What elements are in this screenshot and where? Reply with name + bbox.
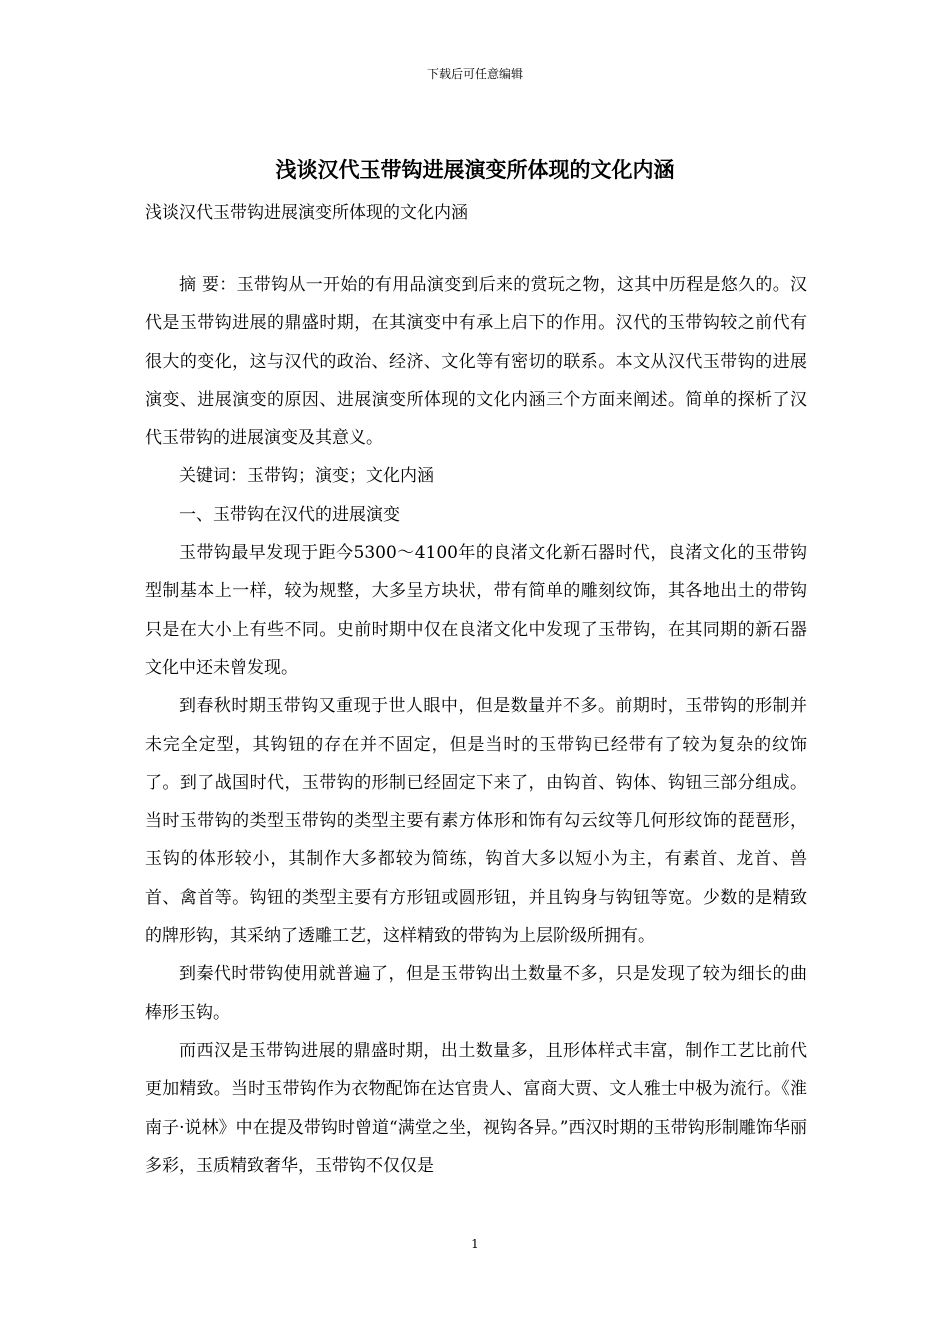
section-heading: 一、玉带钩在汉代的进展演变 — [179, 504, 400, 525]
page-header-note: 下载后可任意编辑 — [426, 67, 523, 81]
document-title: 浅谈汉代玉带钩进展演变所体现的文化内涵 — [275, 157, 675, 182]
document-subtitle: 浅谈汉代玉带钩进展演变所体现的文化内涵 — [145, 203, 468, 223]
body-paragraph: 到秦代时带钩使用就普遍了，但是玉带钩出土数量不多，只是发现了较为细长的曲棒形玉钩。 — [145, 964, 807, 1023]
page-number: 1 — [471, 1237, 479, 1251]
keywords-paragraph: 关键词：玉带钩；演变；文化内涵 — [179, 466, 434, 487]
body-paragraph: 玉带钩最早发现于距今5300～4100年的良渚文化新石器时代，良渚文化的玉带钩型制基本上一样，较为规整，大多呈方块状，带有简单的雕刻纹饰，其各地出土的带钩只是在大小上有些不同。史前时期中仅在良渚文化中发现了玉带钩，在其同期的新石器文化中还未曾发现。 — [145, 543, 807, 678]
body-paragraph: 而西汉是玉带钩进展的鼎盛时期，出土数量多，且形体样式丰富，制作工艺比前代更加精致。当时玉带钩作为衣物配饰在达官贵人、富商大贾、文人雅士中极为流行。《淮南子·说林》中在提及带钩时曾道“满堂之坐，视钩各异。”西汉时期的玉带钩形制雕饰华丽多彩，玉质精致奢华，玉带钩不仅仅是 — [145, 1040, 807, 1176]
abstract-paragraph: 摘 要：玉带钩从一开始的有用品演变到后来的赏玩之物，这其中历程是悠久的。汉代是玉带钩进展的鼎盛时期，在其演变中有承上启下的作用。汉代的玉带钩较之前代有很大的变化，这与汉代的政治、经济、文化等有密切的联系。本文从汉代玉带钩的进展演变、进展演变的原因、进展演变所体现的文化内涵三个方面来阐述。简单的探析了汉代玉带钩的进展演变及其意义。 — [145, 275, 807, 449]
body-paragraph: 到春秋时期玉带钩又重现于世人眼中，但是数量并不多。前期时，玉带钩的形制并未完全定型，其钩钮的存在并不固定，但是当时的玉带钩已经带有了较为复杂的纹饰了。到了战国时代，玉带钩的形制已经固定下来了，由钩首、钩体、钩钮三部分组成。当时玉带钩的类型玉带钩的类型主要有素方体形和饰有勾云纹等几何形纹饰的琵琶形，玉钩的体形较小，其制作大多都较为简练，钩首大多以短小为主，有素首、龙首、兽首、禽首等。钩钮的类型主要有方形钮或圆形钮，并且钩身与钩钮等宽。少数的是精致的牌形钩，其采纳了透雕工艺，这样精致的带钩为上层阶级所拥有。 — [145, 696, 807, 947]
document-body — [145, 266, 807, 1185]
